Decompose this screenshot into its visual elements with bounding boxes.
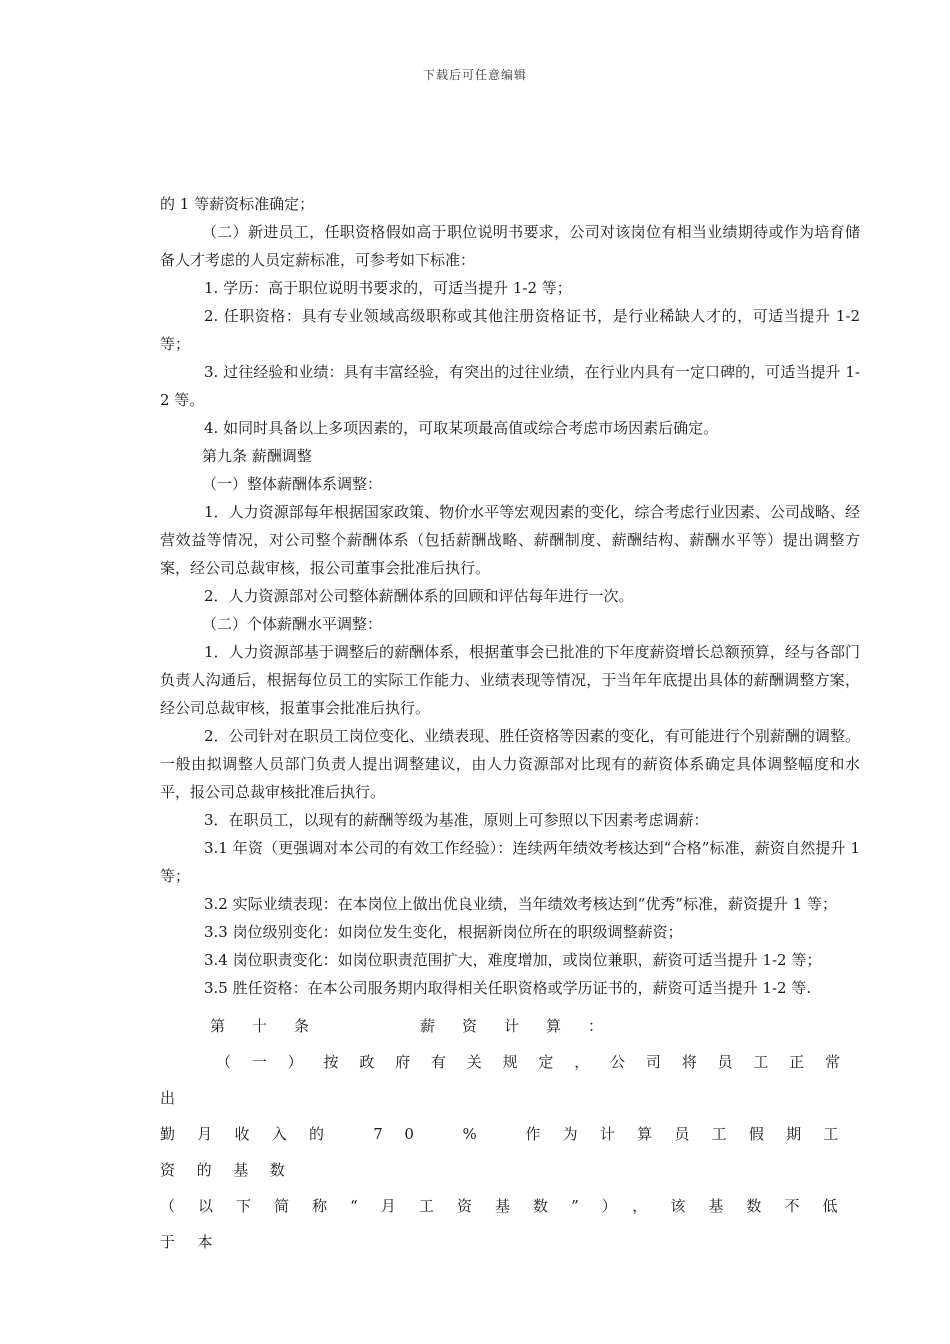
subsection-heading: （二）个体薪酬水平调整： [202, 615, 383, 633]
spaced-line: （一）按政府有关规定，公司将员工正常出 [160, 1053, 860, 1107]
spaced-line: 勤月收入的 70 % 作为计算员工假期工资的基数 [160, 1125, 860, 1179]
list-item: 3.3 岗位级别变化：如岗位发生变化，根据新岗位所在的职级调整薪资； [204, 923, 683, 941]
page-header: 下载后可任意编辑 [422, 68, 527, 82]
list-item: 1．人力资源部基于调整后的薪酬体系，根据董事会已批准的下年度薪资增长总额预算，经与各部门负责人沟通后，根据每位员工的实际工作能力、业绩表现等情况，于当年年底提出具体的薪酬调整方案，经公司总裁审核，报董事会批准后执行。 [160, 643, 860, 717]
list-item: 3.1 年资（更强调对本公司的有效工作经验）：连续两年绩效考核达到“合格”标准，薪资自然提升 1 等； [160, 839, 860, 885]
spaced-text-block [160, 1008, 860, 1260]
list-item: 1. 学历：高于职位说明书要求的，可适当提升 1-2 等； [204, 279, 572, 297]
paragraph: 的 1 等薪资标准确定； [160, 195, 315, 213]
list-item: 4. 如同时具备以上多项因素的，可取某项最高值或综合考虑市场因素后确定。 [204, 419, 719, 437]
list-item: 2. 任职资格：具有专业领域高级职称或其他注册资格证书，是行业稀缺人才的，可适当提升 1-2 等； [160, 307, 860, 353]
list-item: 2．公司针对在职员工岗位变化、业绩表现、胜任资格等因素的变化，有可能进行个别薪酬的调整。一般由拟调整人员部门负责人提出调整建议，由人力资源部对比现有的薪资体系确定具体调整幅度和水平，报公司总裁审核批准后执行。 [160, 727, 860, 801]
list-item: 3.2 实际业绩表现：在本岗位上做出优良业绩，当年绩效考核达到“优秀”标准，薪资提升 1 等； [204, 895, 838, 913]
subsection-heading: （一）整体薪酬体系调整： [202, 475, 383, 493]
list-item: 3.4 岗位职责变化：如岗位职责范围扩大，难度增加，或岗位兼职，薪资可适当提升 1-2 等； [204, 951, 822, 969]
spaced-line: （以下简称“月工资基数”），该基数不低于本 [160, 1197, 860, 1251]
list-item: 3. 过往经验和业绩：具有丰富经验，有突出的过往业绩，在行业内具有一定口碑的，可适当提升 1-2 等。 [160, 363, 860, 409]
list-item: 3．在职员工，以现有的薪酬等级为基准，原则上可参照以下因素考虑调薪： [204, 811, 709, 829]
document-body [160, 190, 860, 1260]
list-item: 2．人力资源部对公司整体薪酬体系的回顾和评估每年进行一次。 [204, 587, 634, 605]
paragraph: （二）新进员工，任职资格假如高于职位说明书要求，公司对该岗位有相当业绩期待或作为培育储备人才考虑的人员定薪标准，可参考如下标准： [160, 223, 860, 269]
list-item: 1．人力资源部每年根据国家政策、物价水平等宏观因素的变化，综合考虑行业因素、公司战略、经营效益等情况，对公司整个薪酬体系（包括薪酬战略、薪酬制度、薪酬结构、薪酬水平等）提出调整方案，经公司总裁审核，报公司董事会批准后执行。 [160, 503, 860, 577]
list-item: 3.5 胜任资格：在本公司服务期内取得相关任职资格或学历证书的，薪资可适当提升 1-2 等. [204, 979, 812, 997]
section-heading: 第九条 薪酬调整 [202, 447, 312, 465]
section-heading: 第十条 薪资计算： [210, 1017, 631, 1035]
